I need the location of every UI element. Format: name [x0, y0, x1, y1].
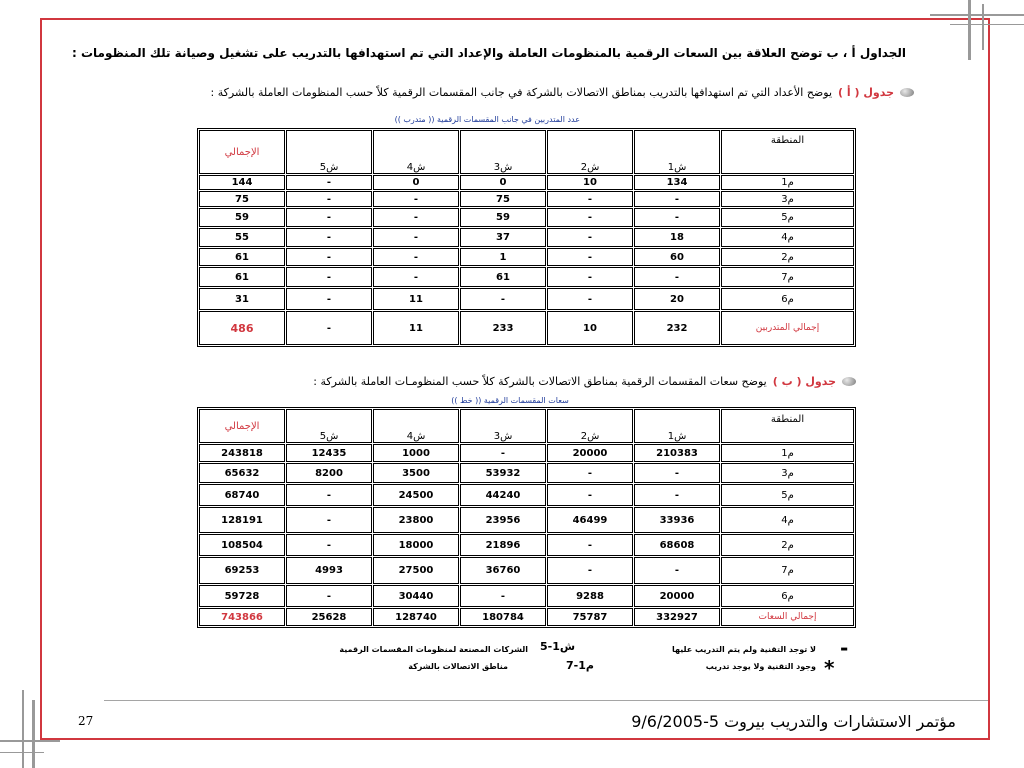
cell-s2: - — [547, 267, 633, 287]
table-total-row — [199, 311, 854, 345]
table-b-description: يوضح سعات المقسمات الرقمية بمناطق الاتصالات بالشركة كلاً حسب المنظومـات العاملة بالشركة : — [313, 375, 767, 388]
cell-s1: 210383 — [634, 444, 720, 462]
cell-total: 61 — [199, 267, 285, 287]
cell-region: م7 — [721, 557, 854, 584]
cell-s5: 4993 — [286, 557, 372, 584]
table-row — [199, 228, 854, 247]
deco-hline-top-right-2 — [950, 24, 1024, 25]
page-title: الجداول أ ، ب توضح العلاقة بين السعات الرقمية بالمنظومات العاملة والإعداد التي تم استهدافها بالتدريب على تشغيل وصيانة تلك المنظومات : — [72, 46, 906, 60]
cell-s1: 60 — [634, 248, 720, 266]
table-row — [199, 288, 854, 310]
table-row — [199, 175, 854, 190]
cell-s3: 23956 — [460, 507, 546, 533]
cell-region-total: إجمالي السعات — [721, 608, 854, 626]
table-row — [199, 557, 854, 584]
cell-s2: - — [547, 228, 633, 247]
cell-s4: 3500 — [373, 463, 459, 483]
legend-star-symbol: * — [824, 656, 835, 680]
cell-s5: - — [286, 175, 372, 190]
cell-s3: 21896 — [460, 534, 546, 556]
cell-s5: - — [286, 208, 372, 227]
cell-s2: - — [547, 463, 633, 483]
table-row — [199, 507, 854, 533]
cell-total: 59 — [199, 208, 285, 227]
cell-s3: - — [460, 444, 546, 462]
cell-s3: 180784 — [460, 608, 546, 626]
cell-s4: 11 — [373, 288, 459, 310]
cell-region: م4 — [721, 507, 854, 533]
cell-s4: 11 — [373, 311, 459, 345]
table-b-label: جدول ( ب ) — [772, 375, 836, 388]
cell-s1: 134 — [634, 175, 720, 190]
table-row — [199, 463, 854, 483]
col-s1: ش1 — [634, 409, 720, 443]
deco-bar-top-right-2 — [982, 4, 984, 50]
cell-s3: 0 — [460, 175, 546, 190]
cell-s5: 12435 — [286, 444, 372, 462]
deco-hline-bottom-left — [0, 740, 60, 742]
cell-total: 61 — [199, 248, 285, 266]
cell-total: 31 — [199, 288, 285, 310]
cell-s1: - — [634, 484, 720, 506]
cell-grand-total: 743866 — [199, 608, 285, 626]
cell-s1: 33936 — [634, 507, 720, 533]
col-s3: ش3 — [460, 130, 546, 174]
deco-bar-top-right — [968, 0, 971, 60]
cell-s4: - — [373, 267, 459, 287]
cell-total: 69253 — [199, 557, 285, 584]
cell-s3: 61 — [460, 267, 546, 287]
cell-total: 243818 — [199, 444, 285, 462]
cell-s5: - — [286, 288, 372, 310]
cell-s3: 59 — [460, 208, 546, 227]
col-s2: ش2 — [547, 130, 633, 174]
cell-s5: 25628 — [286, 608, 372, 626]
col-total: الإجمالي — [199, 409, 285, 443]
cell-total: 75 — [199, 191, 285, 207]
cell-s5: - — [286, 311, 372, 345]
table-row — [199, 248, 854, 266]
cell-s3: 36760 — [460, 557, 546, 584]
legend-star-text: وجود التقنية ولا يوجد تدريب — [705, 662, 816, 671]
col-s4: ش4 — [373, 130, 459, 174]
cell-s5: - — [286, 267, 372, 287]
cell-region-total: إجمالي المتدربين — [721, 311, 854, 345]
cell-s4: 30440 — [373, 585, 459, 607]
cell-s1: 232 — [634, 311, 720, 345]
cell-s3: 37 — [460, 228, 546, 247]
cell-s5: 8200 — [286, 463, 372, 483]
cell-s2: 75787 — [547, 608, 633, 626]
table-row — [199, 191, 854, 207]
cell-s5: - — [286, 191, 372, 207]
cell-s4: 24500 — [373, 484, 459, 506]
legend-s-code: ش1-5 — [540, 640, 576, 653]
table-row — [199, 534, 854, 556]
cell-s1: - — [634, 267, 720, 287]
cell-region: م2 — [721, 248, 854, 266]
cell-s5: - — [286, 248, 372, 266]
cell-s4: 1000 — [373, 444, 459, 462]
legend-s-text: الشركات المصنعة لمنظومات المقسمات الرقمية — [339, 645, 528, 654]
cell-s5: - — [286, 484, 372, 506]
cell-s1: 20 — [634, 288, 720, 310]
bullet-icon — [900, 88, 914, 97]
legend-dash-symbol: - — [840, 636, 849, 660]
deco-bar-bottom-left-2 — [32, 700, 35, 768]
cell-s5: - — [286, 534, 372, 556]
cell-s1: 18 — [634, 228, 720, 247]
cell-region: م1 — [721, 444, 854, 462]
cell-region: م7 — [721, 267, 854, 287]
col-s5: ش5 — [286, 409, 372, 443]
cell-s2: 20000 — [547, 444, 633, 462]
cell-s4: 18000 — [373, 534, 459, 556]
table-a-description: يوضح الأعداد التي تم استهدافها بالتدريب بمناطق الاتصالات بالشركة في جانب المقسمات الرقمية كلاً حسب المنظومات العاملة بالشركة : — [210, 86, 833, 99]
col-s4: ش4 — [373, 409, 459, 443]
table-total-row — [199, 608, 854, 626]
col-region: المنطقة — [721, 409, 854, 443]
cell-s2: 46499 — [547, 507, 633, 533]
deco-hline-bottom-left-2 — [0, 752, 44, 753]
cell-s1: - — [634, 191, 720, 207]
cell-s4: 23800 — [373, 507, 459, 533]
cell-total: 108504 — [199, 534, 285, 556]
footer-separator — [104, 700, 988, 701]
cell-s1: 68608 — [634, 534, 720, 556]
cell-s5: - — [286, 585, 372, 607]
cell-s4: 128740 — [373, 608, 459, 626]
table-row — [199, 267, 854, 287]
cell-s2: - — [547, 557, 633, 584]
table-b-caption: سعات المقسمات الرقمية (( خط )) — [451, 396, 569, 405]
cell-s4: 0 — [373, 175, 459, 190]
cell-s3: 233 — [460, 311, 546, 345]
cell-s4: - — [373, 191, 459, 207]
cell-region: م3 — [721, 191, 854, 207]
cell-total: 144 — [199, 175, 285, 190]
cell-s4: 27500 — [373, 557, 459, 584]
legend-m-text: مناطق الاتصالات بالشركة — [408, 662, 508, 671]
cell-s1: - — [634, 557, 720, 584]
cell-total: 68740 — [199, 484, 285, 506]
table-a-intro — [211, 86, 914, 99]
cell-s5: - — [286, 228, 372, 247]
cell-s4: - — [373, 228, 459, 247]
table-row — [199, 484, 854, 506]
deco-hline-top-right — [930, 14, 1024, 16]
cell-s3: - — [460, 288, 546, 310]
cell-s2: - — [547, 534, 633, 556]
cell-s1: 332927 — [634, 608, 720, 626]
cell-s3: - — [460, 585, 546, 607]
col-total: الإجمالي — [199, 130, 285, 174]
cell-s2: - — [547, 248, 633, 266]
cell-region: م3 — [721, 463, 854, 483]
cell-s4: - — [373, 208, 459, 227]
footer-conference: مؤتمر الاستشارات والتدريب بيروت 5-9/6/2005 — [631, 712, 956, 731]
table-row — [199, 444, 854, 462]
table-row — [199, 585, 854, 607]
cell-region: م4 — [721, 228, 854, 247]
cell-region: م5 — [721, 208, 854, 227]
cell-region: م2 — [721, 534, 854, 556]
table-a-label: جدول ( أ ) — [838, 86, 894, 99]
cell-s2: - — [547, 208, 633, 227]
col-region: المنطقة — [721, 130, 854, 174]
legend-dash-text: لا توجد التقنية ولم يتم التدريب عليها — [671, 645, 816, 654]
cell-total: 59728 — [199, 585, 285, 607]
cell-region: م6 — [721, 585, 854, 607]
cell-s2: 9288 — [547, 585, 633, 607]
cell-s5: - — [286, 507, 372, 533]
cell-s2: - — [547, 484, 633, 506]
cell-total: 65632 — [199, 463, 285, 483]
cell-s2: 10 — [547, 175, 633, 190]
cell-total: 128191 — [199, 507, 285, 533]
cell-grand-total: 486 — [199, 311, 285, 345]
cell-s4: - — [373, 248, 459, 266]
cell-s1: 20000 — [634, 585, 720, 607]
cell-s2: - — [547, 191, 633, 207]
cell-s3: 75 — [460, 191, 546, 207]
bullet-icon — [842, 377, 856, 386]
table-b — [197, 407, 856, 628]
page-number: 27 — [78, 714, 94, 728]
cell-total: 55 — [199, 228, 285, 247]
cell-region: م6 — [721, 288, 854, 310]
cell-s3: 53932 — [460, 463, 546, 483]
cell-s2: - — [547, 288, 633, 310]
deco-bar-bottom-left — [22, 690, 24, 768]
cell-s3: 44240 — [460, 484, 546, 506]
table-a — [197, 128, 856, 347]
table-row — [199, 208, 854, 227]
legend-m-code: م1-7 — [566, 659, 594, 672]
table-a-caption: عدد المتدربين في جانب المقسمات الرقمية (( متدرب )) — [394, 115, 580, 124]
cell-s1: - — [634, 208, 720, 227]
cell-s3: 1 — [460, 248, 546, 266]
cell-s1: - — [634, 463, 720, 483]
cell-region: م5 — [721, 484, 854, 506]
cell-region: م1 — [721, 175, 854, 190]
col-s1: ش1 — [634, 130, 720, 174]
col-s5: ش5 — [286, 130, 372, 174]
col-s2: ش2 — [547, 409, 633, 443]
col-s3: ش3 — [460, 409, 546, 443]
table-b-intro — [313, 375, 856, 388]
cell-s2: 10 — [547, 311, 633, 345]
